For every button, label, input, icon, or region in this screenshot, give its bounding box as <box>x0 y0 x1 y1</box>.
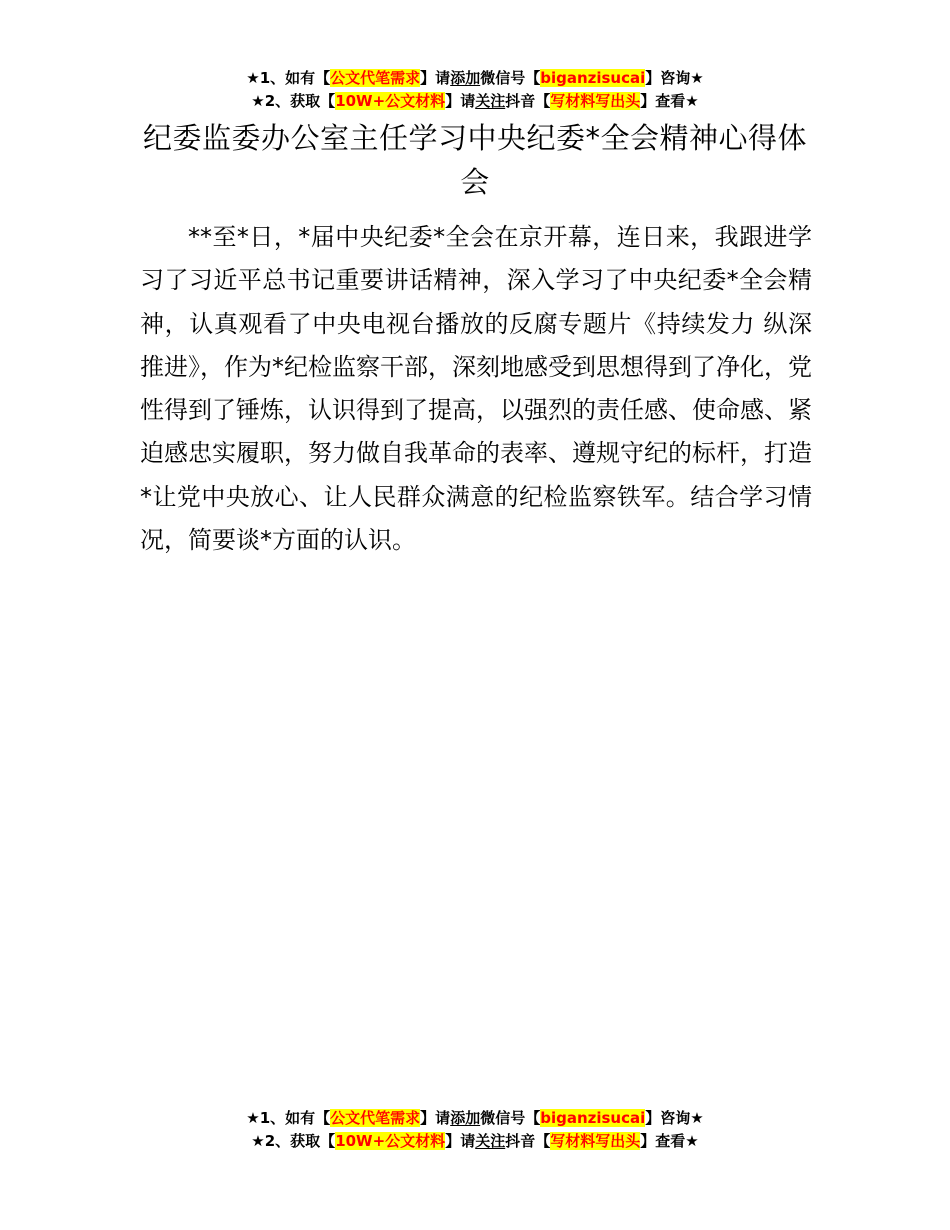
document-paragraph: **至*日，*届中央纪委*全会在京开幕，连日来，我跟进学习了习近平总书记重要讲话精神，深入学习了中央纪委*全会精神，认真观看了中央电视台播放的反腐专题片《持续发力 纵深推进》，作为*纪检监察干部，深刻地感受到思想得到了净化，党性得到了锤炼，认识得到了提高，以强烈的责任感、使命感、紧迫感忠实履职，努力做自我革命的表率、遵规守纪的标杆，打造*让党中央放心、让人民群众满意的纪检监察铁军。结合学习情况，简要谈*方面的认识。 <box>140 223 812 555</box>
promo-line-2-highlight-account: 写材料写出头 <box>550 92 641 110</box>
promo-line-1-underlined: 添加 <box>450 1109 481 1127</box>
promo-line-1-middle-2: 微信号【 <box>480 69 541 87</box>
promo-line-1-suffix: 】咨询★ <box>645 69 704 87</box>
promo-line-2-middle: 】请 <box>445 1132 476 1150</box>
promo-line-1-highlight-service: 公文代笔需求 <box>330 1109 421 1127</box>
promo-line-1 <box>0 1107 950 1130</box>
promo-line-2-highlight-account: 写材料写出头 <box>550 1132 641 1150</box>
promo-line-2-middle-2: 抖音【 <box>505 92 551 110</box>
footer-promo-banner <box>0 1107 950 1153</box>
promo-line-1-highlight-wechat-id: biganzisucai <box>540 69 646 87</box>
promo-line-2-middle: 】请 <box>445 92 476 110</box>
promo-line-2-middle-2: 抖音【 <box>505 1132 551 1150</box>
promo-line-2 <box>0 1130 950 1153</box>
promo-line-1-highlight-wechat-id: biganzisucai <box>540 1109 646 1127</box>
promo-line-2-prefix: ★2、获取【 <box>251 1132 336 1150</box>
promo-line-1-underlined: 添加 <box>450 69 481 87</box>
promo-line-1-middle: 】请 <box>420 1109 451 1127</box>
promo-line-1-prefix: ★1、如有【 <box>246 69 331 87</box>
promo-line-1 <box>0 67 950 90</box>
promo-line-2-highlight-materials: 10W+公文材料 <box>335 92 446 110</box>
promo-line-2-underlined: 关注 <box>475 92 506 110</box>
promo-line-1-suffix: 】咨询★ <box>645 1109 704 1127</box>
promo-line-2 <box>0 90 950 113</box>
promo-line-1-highlight-service: 公文代笔需求 <box>330 69 421 87</box>
promo-line-2-suffix: 】查看★ <box>640 1132 699 1150</box>
promo-line-2-highlight-materials: 10W+公文材料 <box>335 1132 446 1150</box>
promo-line-2-underlined: 关注 <box>475 1132 506 1150</box>
promo-line-2-prefix: ★2、获取【 <box>251 92 336 110</box>
document-title: 纪委监委办公室主任学习中央纪委*全会精神心得体会 <box>142 121 807 199</box>
promo-line-2-suffix: 】查看★ <box>640 92 699 110</box>
promo-line-1-middle-2: 微信号【 <box>480 1109 541 1127</box>
promo-line-1-middle: 】请 <box>420 69 451 87</box>
header-promo-banner <box>0 67 950 113</box>
promo-line-1-prefix: ★1、如有【 <box>246 1109 331 1127</box>
